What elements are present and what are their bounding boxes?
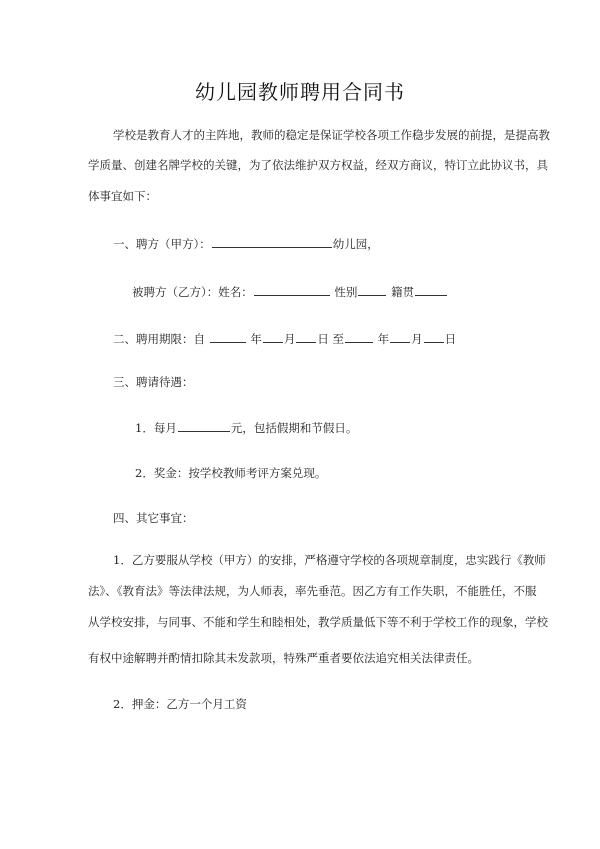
party-b-name-blank[interactable] [254, 284, 330, 296]
term-end-year-blank[interactable] [345, 331, 373, 343]
party-a-suffix: 幼儿园， [332, 237, 379, 251]
other-item-1-line-1: 1．乙方要服从学校（甲方）的安排，严格遵守学校的各项规章制度，忠实践行《教师 [113, 553, 546, 567]
party-b-origin-blank[interactable] [415, 284, 447, 296]
party-a-label: 一、聘方（甲方）： [113, 237, 211, 251]
term-day-label: 日 [317, 332, 329, 346]
treatment-heading: 三、聘请待遇： [113, 375, 194, 389]
term-end-month-blank[interactable] [390, 331, 410, 343]
term-start-year-blank[interactable] [210, 331, 246, 343]
other-item-1-line-2: 法》、《教育法》等法律法规，为人师表，率先垂范。因乙方有工作失职，不能胜任，不服 [88, 584, 537, 598]
monthly-pay-prefix: 1．每月 [135, 421, 177, 435]
treatment-item-2: 2．奖金：按学校教师考评方案兑现。 [135, 466, 327, 480]
term-line [113, 331, 456, 346]
term-month-label: 月 [283, 332, 296, 346]
treatment-item-1 [135, 420, 357, 435]
term-label: 二、聘用期限：自 [113, 332, 205, 346]
term-month-label-2: 月 [411, 332, 423, 346]
document-title: 幼儿园教师聘用合同书 [195, 80, 405, 104]
party-b-label: 被聘方（乙方）：姓名： [132, 285, 253, 299]
term-day-label-2: 日 [444, 332, 457, 346]
monthly-pay-suffix: 元，包括假期和节假日。 [230, 421, 358, 435]
party-b-origin-label: 籍贯 [391, 285, 415, 299]
term-year-label: 年 [250, 332, 262, 346]
other-item-1-line-4: 有权中途解聘并酌情扣除其未发款项，特殊严重者要依法追究相关法律责任。 [88, 651, 479, 665]
intro-line-2: 学质量、创建名牌学校的关键，为了依法维护双方权益，经双方商议，特订立此协议书，具 [88, 158, 548, 172]
intro-line-1: 学校是教育人才的主阵地，教师的稳定是保证学校各项工作稳步发展的前提，是提高教 [113, 128, 550, 142]
party-a-name-blank[interactable] [212, 236, 332, 248]
party-a-line [113, 236, 379, 251]
party-b-gender-blank[interactable] [358, 284, 386, 296]
other-item-1-line-3: 从学校安排，与同事、不能和学生和睦相处，教学质量低下等不利于学校工作的现象，学校 [88, 615, 548, 629]
monthly-pay-blank[interactable] [178, 420, 230, 432]
other-item-2: 2．押金：乙方一个月工资 [113, 697, 247, 711]
term-end-day-blank[interactable] [424, 331, 444, 343]
term-start-month-blank[interactable] [263, 331, 283, 343]
party-b-gender-label: 性别 [334, 285, 358, 299]
term-start-day-blank[interactable] [296, 331, 316, 343]
term-to-label: 至 [332, 332, 344, 346]
intro-line-3: 体事宜如下： [88, 189, 157, 203]
party-b-line [132, 284, 448, 299]
other-heading: 四、其它事宜： [113, 511, 194, 525]
term-year-label-2: 年 [377, 332, 390, 346]
